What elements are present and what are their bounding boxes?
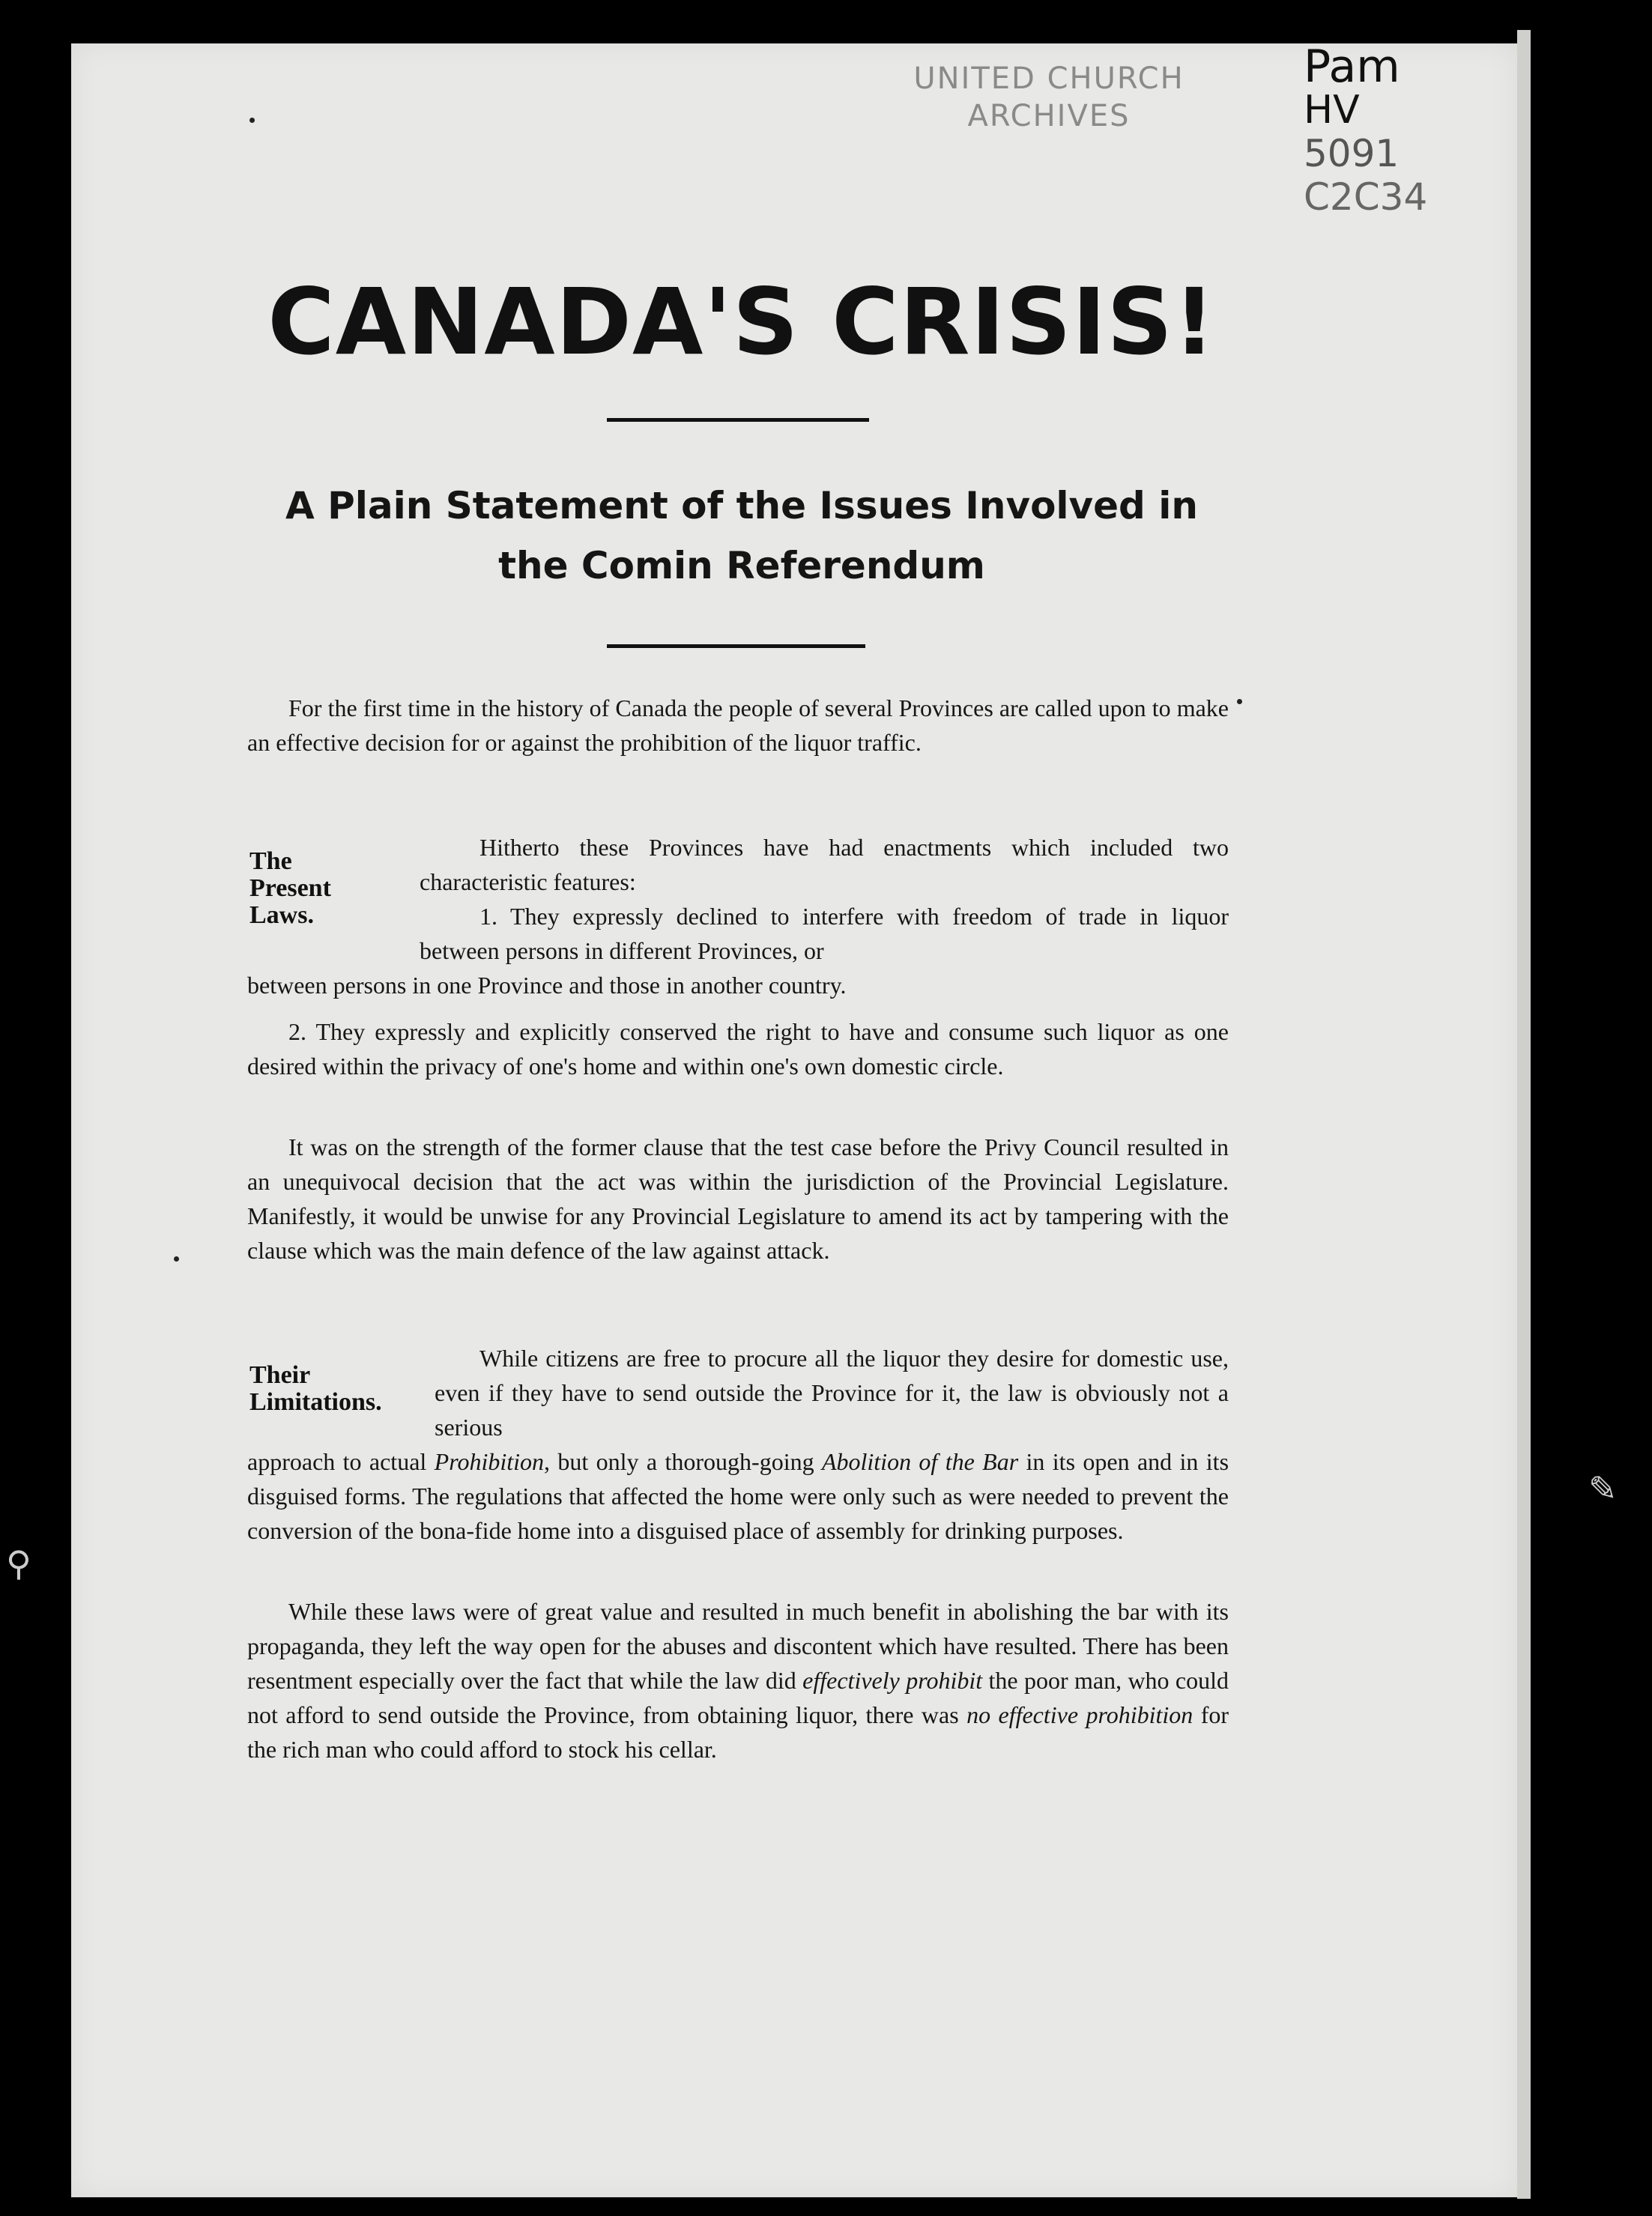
subtitle-rule: [607, 644, 865, 648]
text-run: in its open and in its disguised forms. The regulations that affected the home were only such as were needed to prevent the conversion of the bona-fide home into a disguised place of assembly for drinking purposes.: [247, 1448, 1229, 1544]
text-run: , but only a thorough-going: [544, 1448, 822, 1475]
text-run: While these laws were of great value and resulted in much benefit in abolishing the bar with its propaganda, they left the way open for the abuses and discontent which have resulted. There has been resentment especially over the fact that while the law did: [247, 1598, 1229, 1694]
call-number: [1304, 40, 1483, 219]
text-run: approach to actual: [247, 1448, 435, 1475]
paragraph-citizens: While citizens are free to procure all the liquor they desire for domestic use, even if they have to send outside the Province for it, the law is obviously not a serious: [435, 1345, 1229, 1441]
sidenote-present-laws: [249, 848, 377, 929]
stamp-line-2: ARCHIVES: [967, 99, 1131, 133]
emphasis-effectively-prohibit: effectively prohibit: [802, 1667, 983, 1694]
subtitle-line-2: the Comin Referendum: [498, 544, 985, 587]
title-rule: [607, 418, 869, 422]
call-number-line-1: Pam: [1304, 40, 1400, 93]
stamp-line-1: UNITED CHURCH: [913, 61, 1184, 96]
archive-stamp: [899, 60, 1199, 135]
paragraph-point-2: 2. They expressly and explicitly conserved the right to have and consume such liquor as one desired within the privacy of one's home and within one's own domestic circle.: [247, 1018, 1229, 1080]
emphasis-abolition: Abolition of the Bar: [821, 1448, 1019, 1475]
paragraph-point-1-cont: between persons in one Province and those in another country.: [247, 972, 847, 999]
text-run: for the rich man who could afford to stock his cellar.: [247, 1701, 1229, 1763]
sidenote-line: The: [249, 847, 292, 875]
edge-mark-icon: ✎: [1588, 1468, 1618, 1509]
paragraph-intro: For the first time in the history of Canada the people of several Provinces are called upon to make an effective decision for or against the prohibition of the liquor traffic.: [247, 694, 1229, 756]
sidenote-line: Limitations.: [249, 1388, 382, 1416]
paragraph-test-case: It was on the strength of the former clause that the test case before the Privy Council resulted in an unequivocal decision that the act was within the jurisdiction of the Provincial Legislature. Manifestly, it would be unwise for any Provincial Legislature to amend its act by tampering with the clause which was the main defence of the law against attack.: [247, 1133, 1229, 1264]
call-number-line-2: HV: [1304, 88, 1360, 133]
sidenote-line: Their: [249, 1361, 311, 1389]
paragraph-while-these-laws: [247, 1594, 1229, 1767]
speck: [1237, 699, 1242, 704]
paragraph-point-1: 1. They expressly declined to interfere with freedom of trade in liquor between persons in different Provinces, or: [420, 903, 1229, 964]
emphasis-prohibition: Prohibition: [434, 1448, 545, 1475]
subtitle-line-1: A Plain Statement of the Issues Involved in: [285, 484, 1198, 527]
edge-mark-icon: ⚲: [6, 1543, 31, 1584]
text-run: the poor man, who could not afford to send outside the Province, from obtaining liquor, there was: [247, 1667, 1229, 1728]
call-number-line-3: 5091: [1304, 132, 1400, 175]
subtitle: [225, 476, 1259, 596]
call-number-line-4: C2C34: [1304, 175, 1428, 219]
paragraph-citizens-cont: [247, 1444, 1229, 1548]
page-title: CANADA'S CRISIS!: [267, 269, 1216, 375]
sidenote-limitations: [249, 1362, 422, 1416]
speck: [174, 1256, 179, 1262]
paragraph-hitherto: Hitherto these Provinces have had enactments which included two characteristic features:: [420, 834, 1229, 895]
emphasis-no-effective-prohibition: no effective prohibition: [966, 1701, 1193, 1728]
speck: [249, 118, 255, 123]
sidenote-line: Present: [249, 874, 331, 902]
sidenote-line: Laws.: [249, 901, 314, 929]
page-edge: [1517, 30, 1531, 2199]
